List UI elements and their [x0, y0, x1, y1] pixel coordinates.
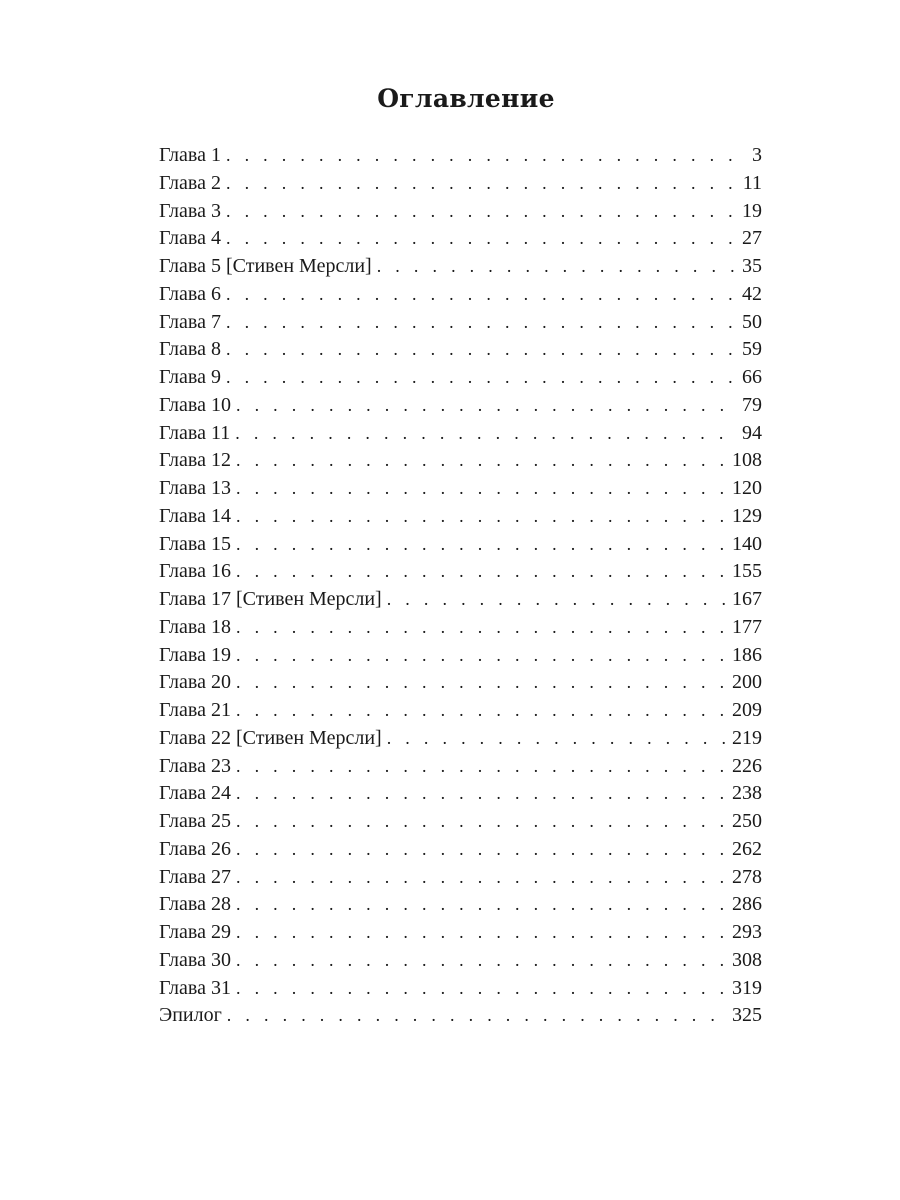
toc-entry-label: Глава 26 — [159, 837, 231, 860]
dot-leader — [231, 891, 726, 919]
toc-entry-page-number: 209 — [732, 699, 762, 721]
dot-leader — [221, 170, 737, 198]
toc-entry-label: Глава 28 — [159, 893, 231, 916]
toc-entry — [159, 642, 762, 670]
toc-entry-label: Глава 22 [Стивен Мерсли] — [159, 726, 382, 749]
dot-leader — [231, 864, 726, 892]
dot-leader — [221, 309, 736, 337]
toc-entry-label: Глава 5 [Стивен Мерсли] — [159, 255, 372, 277]
toc-entry-page-number: 262 — [732, 837, 762, 860]
dot-leader — [231, 503, 726, 531]
toc-entry-label: Глава 21 — [159, 699, 231, 721]
dot-leader — [231, 975, 726, 1003]
dot-leader — [382, 586, 726, 614]
toc-entry-page-number: 186 — [732, 643, 762, 666]
toc-entry-label: Глава 7 — [159, 310, 221, 333]
toc-entry — [159, 225, 762, 253]
dot-leader — [231, 836, 726, 864]
toc-entry — [159, 808, 762, 836]
toc-entry — [159, 947, 762, 975]
toc-entry — [159, 780, 762, 808]
toc-entry-label: Глава 2 — [159, 171, 221, 194]
toc-entry-page-number: 278 — [732, 865, 762, 888]
toc-entry-label: Глава 17 [Стивен Мерсли] — [159, 588, 382, 610]
toc-entry-label: Глава 13 — [159, 477, 231, 499]
toc-entry — [159, 198, 762, 226]
toc-entry — [159, 142, 762, 170]
toc-entry-page-number: 79 — [742, 393, 762, 416]
dot-leader — [382, 725, 726, 753]
toc-entry-label: Глава 16 — [159, 560, 231, 583]
dot-leader — [230, 420, 736, 448]
dot-leader — [231, 614, 726, 642]
dot-leader — [231, 669, 726, 697]
toc-entry — [159, 392, 762, 420]
toc-entry-label: Глава 18 — [159, 615, 231, 638]
dot-leader — [221, 364, 736, 392]
toc-entry-page-number: 11 — [742, 171, 762, 194]
dot-leader — [231, 919, 726, 947]
toc-entry-label: Глава 19 — [159, 643, 231, 666]
toc-entry-page-number: 140 — [732, 532, 762, 555]
toc-entry-page-number: 27 — [742, 227, 762, 250]
toc-entry — [159, 725, 762, 753]
toc-entry — [159, 281, 762, 309]
toc-entry — [159, 1002, 762, 1030]
toc-entry-label: Глава 23 — [159, 754, 231, 777]
dot-leader — [231, 947, 726, 975]
toc-entry — [159, 170, 762, 198]
dot-leader — [231, 780, 726, 808]
toc-entry — [159, 891, 762, 919]
toc-entry — [159, 975, 762, 1003]
toc-entry-page-number: 293 — [732, 921, 762, 943]
toc-entry-page-number: 226 — [732, 754, 762, 777]
toc-entry — [159, 669, 762, 697]
dot-leader — [222, 1002, 726, 1030]
toc-entry-page-number: 42 — [742, 282, 762, 305]
toc-entry-label: Глава 1 — [159, 144, 221, 166]
toc-entry-label: Глава 14 — [159, 504, 231, 527]
toc-entry-page-number: 66 — [742, 366, 762, 388]
toc-entry-page-number: 35 — [742, 255, 762, 277]
toc-entry-label: Глава 11 — [159, 421, 231, 444]
toc-entry-label: Глава 24 — [159, 782, 231, 805]
toc-entry-label: Глава 10 — [159, 393, 231, 416]
toc-entry-page-number: 250 — [732, 810, 762, 832]
toc-entry-label: Эпилог — [159, 1004, 222, 1027]
toc-entry — [159, 309, 762, 337]
toc-entry — [159, 420, 762, 448]
table-of-contents — [159, 142, 762, 1030]
dot-leader — [231, 531, 726, 559]
dot-leader — [221, 336, 736, 364]
toc-entry — [159, 558, 762, 586]
toc-entry-label: Глава 29 — [159, 921, 231, 943]
toc-entry-label: Глава 3 — [159, 199, 221, 222]
toc-entry-page-number: 50 — [742, 310, 762, 333]
toc-entry — [159, 586, 762, 614]
toc-entry-page-number: 167 — [732, 588, 762, 610]
toc-entry — [159, 447, 762, 475]
toc-entry-label: Глава 6 — [159, 282, 221, 305]
dot-leader — [221, 198, 736, 226]
toc-entry-label: Глава 30 — [159, 948, 231, 971]
toc-entry-page-number: 19 — [742, 199, 762, 222]
toc-entry — [159, 336, 762, 364]
toc-entry-page-number: 155 — [732, 560, 762, 583]
toc-entry-page-number: 319 — [732, 976, 762, 999]
toc-entry-page-number: 108 — [732, 449, 762, 472]
toc-entry-page-number: 3 — [752, 144, 762, 166]
toc-entry-label: Глава 9 — [159, 366, 221, 388]
toc-entry-label: Глава 20 — [159, 671, 231, 694]
toc-entry — [159, 919, 762, 947]
dot-leader — [231, 697, 726, 725]
dot-leader — [231, 808, 726, 836]
toc-entry — [159, 531, 762, 559]
page-title: Оглавление — [377, 84, 555, 113]
dot-leader — [231, 642, 726, 670]
toc-entry-label: Глава 4 — [159, 227, 221, 250]
toc-entry-page-number: 308 — [732, 948, 762, 971]
toc-entry-page-number: 219 — [732, 726, 762, 749]
toc-entry — [159, 697, 762, 725]
toc-entry-page-number: 238 — [732, 782, 762, 805]
dot-leader — [231, 475, 726, 503]
dot-leader — [231, 753, 726, 781]
toc-entry-page-number: 59 — [742, 338, 762, 361]
toc-entry — [159, 836, 762, 864]
dot-leader — [231, 392, 736, 420]
dot-leader — [221, 142, 746, 170]
dot-leader — [231, 447, 726, 475]
toc-entry — [159, 753, 762, 781]
dot-leader — [372, 253, 736, 281]
dot-leader — [221, 281, 736, 309]
dot-leader — [221, 225, 736, 253]
toc-entry-page-number: 129 — [732, 504, 762, 527]
toc-entry — [159, 614, 762, 642]
toc-entry — [159, 864, 762, 892]
toc-entry-page-number: 286 — [732, 893, 762, 916]
toc-entry — [159, 364, 762, 392]
toc-entry-label: Глава 12 — [159, 449, 231, 472]
dot-leader — [231, 558, 726, 586]
toc-entry-page-number: 177 — [732, 615, 762, 638]
toc-entry-page-number: 200 — [732, 671, 762, 694]
toc-entry-label: Глава 8 — [159, 338, 221, 361]
toc-entry — [159, 503, 762, 531]
toc-entry — [159, 475, 762, 503]
toc-entry-page-number: 94 — [742, 421, 762, 444]
toc-entry-page-number: 120 — [732, 477, 762, 499]
toc-entry-label: Глава 31 — [159, 976, 231, 999]
toc-entry-label: Глава 25 — [159, 810, 231, 832]
toc-entry-label: Глава 15 — [159, 532, 231, 555]
toc-entry-page-number: 325 — [732, 1004, 762, 1027]
toc-entry — [159, 253, 762, 281]
toc-entry-label: Глава 27 — [159, 865, 231, 888]
